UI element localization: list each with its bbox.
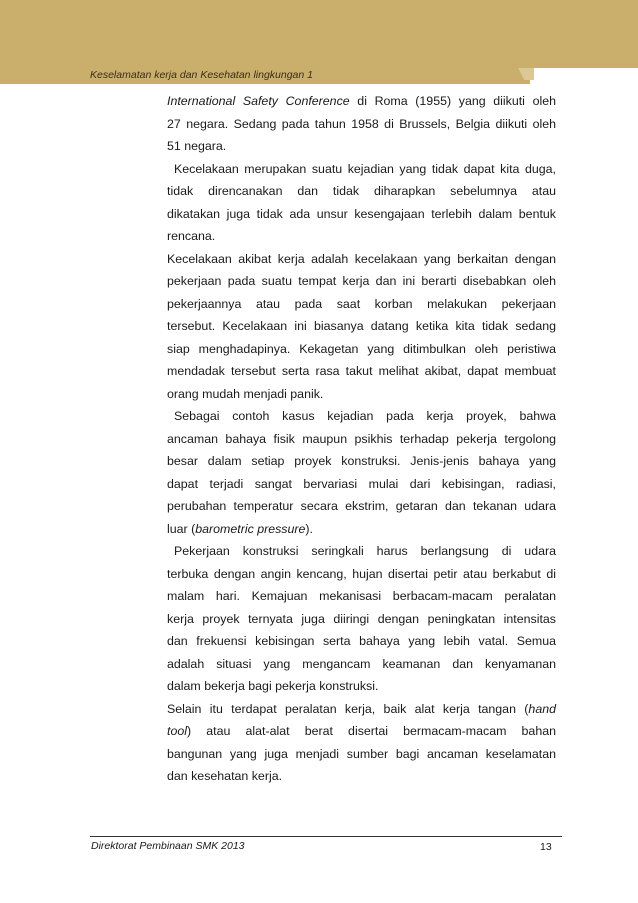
text-line: dan kesehatan kerja.: [167, 769, 283, 783]
text-line: pekerjaannya atau pada saat korban melakukan pekerjaan: [167, 296, 556, 311]
text-line: kerja proyek ternyata juga diiringi dengan peningkatan intensitas: [167, 611, 556, 626]
text-line: pekerjaan pada suatu tempat kerja dan ini berarti disebabkan oleh: [167, 274, 556, 288]
text-line: Kecelakaan akibat kerja adalah kecelakaan yang berkaitan dengan: [167, 251, 556, 266]
text-segment: ).: [305, 521, 313, 536]
text-line: siap menghadapinya. Kekagetan yang ditimbulkan oleh peristiwa: [167, 341, 556, 356]
text-line: 27 negara. Sedang pada tahun 1958 di Brussels, Belgia diikuti oleh: [167, 116, 556, 131]
text-line: bangunan yang juga menjadi sumber bagi ancaman keselamatan: [167, 746, 556, 761]
text-line: rencana.: [167, 229, 216, 243]
text-line: orang mudah menjadi panik.: [167, 386, 324, 401]
text-segment: Selain itu terdapat peralatan kerja, baik alat kerja tangan (: [167, 701, 529, 716]
text-line: besar dalam setiap proyek konstruksi. Jenis-jenis bahaya yang: [167, 454, 556, 468]
text-italic: barometric pressure: [195, 521, 306, 536]
text-line: malam hari. Kemajuan mekanisasi berbacam-macam peralatan: [167, 589, 556, 603]
text-line: [167, 720, 556, 743]
text-line: adalah situasi yang mengancam keamanan dan kenyamanan: [167, 656, 556, 671]
text-italic: International Safety Conference: [167, 94, 350, 108]
running-header-title: Keselamatan kerja dan Kesehatan lingkungan 1: [90, 69, 313, 81]
text-line: [167, 698, 556, 721]
text-line: [167, 518, 556, 541]
text-line: Kecelakaan merupakan suatu kejadian yang tidak dapat kita duga,: [174, 161, 556, 176]
text-line: ancaman bahaya fisik maupun psikhis terhadap pekerja tergolong: [167, 431, 556, 446]
footer-rule: [90, 836, 562, 837]
text-line: dapat terjadi sangat bervariasi mulai dari kebisingan, radiasi,: [167, 476, 556, 491]
text-segment: di Roma (1955) yang diikuti oleh: [349, 94, 556, 108]
text-line: dan frekuensi kebisingan serta bahaya yang lebih vatal. Semua: [167, 634, 556, 648]
text-line: Pekerjaan konstruksi seringkali harus berlangsung di udara: [174, 544, 556, 558]
text-segment: luar (: [167, 521, 196, 536]
text-line: Sebagai contoh kasus kejadian pada kerja proyek, bahwa: [174, 409, 556, 423]
text-italic: tool: [167, 724, 187, 738]
page-number: 13: [540, 841, 552, 853]
text-italic: hand: [528, 701, 556, 716]
text-line: terbuka dengan angin kencang, hujan disertai petir atau berkabut di: [167, 566, 556, 581]
text-line: [167, 90, 556, 113]
text-line: tersebut. Kecelakaan ini biasanya datang ketika kita tidak sedang: [167, 319, 556, 333]
text-line: perubahan temperatur secara ekstrim, getaran dan tekanan udara: [167, 499, 556, 513]
body-text: [167, 90, 556, 788]
text-line: 51 negara.: [167, 139, 227, 153]
text-line: dalam bekerja bagi pekerja konstruksi.: [167, 679, 379, 693]
text-segment: ) atau alat-alat berat disertai bermacam-macam bahan: [186, 724, 556, 738]
header-band: [0, 0, 638, 68]
text-line: tidak direncanakan dan tidak diharapkan sebelumnya atau: [167, 184, 556, 198]
footer-publisher: Direktorat Pembinaan SMK 2013: [91, 840, 245, 852]
text-line: mendadak tersebut serta rasa takut melihat akibat, dapat membuat: [167, 364, 556, 378]
text-line: dikatakan juga tidak ada unsur kesengajaan terlebih dalam bentuk: [167, 206, 556, 221]
